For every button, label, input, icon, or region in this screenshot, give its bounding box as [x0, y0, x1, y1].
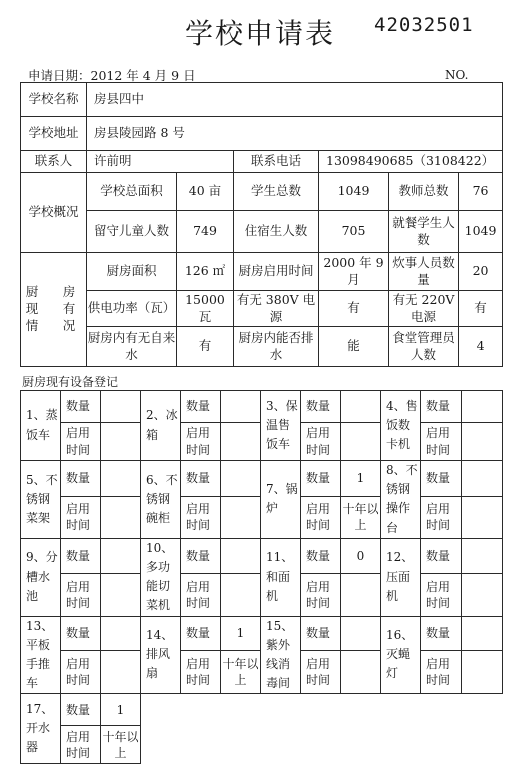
equipment-qty-value[interactable]	[101, 391, 141, 423]
equipment-qty-label: 数量	[61, 538, 101, 574]
equipment-qty-value[interactable]	[462, 616, 503, 651]
equipment-name: 3、保温售饭车	[261, 391, 301, 461]
equipment-qty-label: 数量	[61, 461, 101, 497]
tap-water-value[interactable]: 有	[177, 327, 234, 367]
equipment-time-value[interactable]	[462, 651, 503, 694]
equipment-qty-value[interactable]	[462, 461, 503, 497]
equipment-qty-value[interactable]: 0	[341, 538, 381, 574]
equipment-qty-label: 数量	[61, 616, 101, 651]
equipment-time-value[interactable]	[341, 574, 381, 616]
power-value[interactable]: 15000 瓦	[177, 291, 234, 327]
school-address-label: 学校地址	[21, 117, 87, 151]
drainage-value[interactable]: 能	[319, 327, 389, 367]
equipment-time-label: 启用时间	[301, 496, 341, 538]
equipment-time-value[interactable]: 十年以上	[101, 726, 141, 764]
equipment-qty-label: 数量	[61, 694, 101, 726]
overview-row-2	[21, 211, 503, 253]
equipment-name: 10、多功能切菜机	[141, 538, 181, 616]
equipment-qty-value[interactable]	[101, 461, 141, 497]
equipment-table	[20, 390, 503, 764]
equipment-qty-value[interactable]	[101, 616, 141, 651]
equipment-time-value[interactable]	[341, 651, 381, 694]
kitchen-label-line-2: 现 有	[25, 301, 82, 317]
equipment-time-label: 启用时间	[61, 574, 101, 616]
school-name-value[interactable]: 房县四中	[87, 83, 503, 117]
equipment-name: 5、不锈钢菜架	[21, 461, 61, 539]
equipment-name: 1、蒸饭车	[21, 391, 61, 461]
kitchen-opened-value[interactable]: 2000 年 9 月	[319, 253, 389, 291]
kitchen-row-3	[21, 327, 503, 367]
equipment-row	[21, 694, 503, 726]
canteen-manager-label: 食堂管理员人数	[389, 327, 459, 367]
equipment-time-label: 启用时间	[301, 574, 341, 616]
equipment-time-value[interactable]	[462, 496, 503, 538]
equipment-time-label: 启用时间	[61, 651, 101, 694]
equipment-qty-label: 数量	[301, 391, 341, 423]
equipment-qty-label: 数量	[421, 616, 462, 651]
canteen-manager-value[interactable]: 4	[459, 327, 503, 367]
equipment-time-value[interactable]	[101, 496, 141, 538]
equipment-name: 6、不锈钢碗柜	[141, 461, 181, 539]
school-info-table	[20, 82, 503, 367]
equipment-qty-label: 数量	[301, 538, 341, 574]
kitchen-row-2	[21, 291, 503, 327]
equipment-row	[21, 461, 503, 497]
equipment-time-label: 启用时间	[181, 651, 221, 694]
contact-value[interactable]: 许前明	[87, 151, 234, 173]
equipment-qty-label: 数量	[181, 616, 221, 651]
equipment-time-value[interactable]: 十年以上	[341, 496, 381, 538]
equipment-time-value[interactable]	[341, 423, 381, 461]
teacher-total-value[interactable]: 76	[459, 173, 503, 211]
power-380v-value[interactable]: 有	[319, 291, 389, 327]
student-total-value[interactable]: 1049	[319, 173, 389, 211]
kitchen-area-value[interactable]: 126 ㎡	[177, 253, 234, 291]
equipment-qty-value[interactable]	[462, 391, 503, 423]
equipment-qty-label: 数量	[421, 461, 462, 497]
equipment-qty-label: 数量	[421, 391, 462, 423]
school-name-row	[21, 83, 503, 117]
equipment-qty-value[interactable]	[221, 538, 261, 574]
school-address-value[interactable]: 房县陵园路 8 号	[87, 117, 503, 151]
equipment-name: 7、锅炉	[261, 461, 301, 539]
contact-row	[21, 151, 503, 173]
equipment-qty-value[interactable]	[221, 461, 261, 497]
equipment-time-label: 启用时间	[181, 574, 221, 616]
equipment-name: 16、灭蝇灯	[381, 616, 421, 694]
boarding-label: 住宿生人数	[234, 211, 319, 253]
equipment-name: 15、紫外线消毒间	[261, 616, 301, 694]
equipment-row	[21, 538, 503, 574]
dining-label: 就餐学生人数	[389, 211, 459, 253]
equipment-qty-label: 数量	[181, 461, 221, 497]
contact-label: 联系人	[21, 151, 87, 173]
cook-staff-label: 炊事人员数量	[389, 253, 459, 291]
number-label: NO.	[445, 68, 469, 82]
school-name-label: 学校名称	[21, 83, 87, 117]
equipment-row	[21, 391, 503, 423]
equipment-time-label: 启用时间	[421, 423, 462, 461]
equipment-time-value[interactable]	[462, 423, 503, 461]
equipment-qty-value[interactable]	[221, 391, 261, 423]
equipment-row	[21, 616, 503, 651]
equipment-time-label: 启用时间	[181, 423, 221, 461]
equipment-name: 17、开水器	[21, 694, 61, 764]
equipment-time-label: 启用时间	[421, 651, 462, 694]
equipment-time-label: 启用时间	[421, 496, 462, 538]
school-area-label: 学校总面积	[87, 173, 177, 211]
drainage-label: 厨房内能否排水	[234, 327, 319, 367]
kitchen-label-line-1: 厨 房	[25, 284, 82, 300]
power-label: 供电功率（瓦）	[87, 291, 177, 327]
equipment-qty-label: 数量	[301, 616, 341, 651]
equipment-name: 2、冰箱	[141, 391, 181, 461]
equipment-qty-label: 数量	[181, 538, 221, 574]
kitchen-label-line-3: 情 况	[25, 317, 82, 333]
equipment-time-label: 启用时间	[301, 423, 341, 461]
document-number: 42032501	[374, 14, 474, 36]
equipment-time-value[interactable]	[101, 574, 141, 616]
power-380v-label: 有无 380V 电源	[234, 291, 319, 327]
kitchen-area-label: 厨房面积	[87, 253, 177, 291]
equipment-qty-value[interactable]: 1	[101, 694, 141, 726]
left-behind-label: 留守儿童人数	[87, 211, 177, 253]
tap-water-label: 厨房内有无自来水	[87, 327, 177, 367]
student-total-label: 学生总数	[234, 173, 319, 211]
equipment-time-value[interactable]	[462, 574, 503, 616]
equipment-name: 9、分槽水池	[21, 538, 61, 616]
equipment-qty-value[interactable]: 1	[221, 616, 261, 651]
boarding-value[interactable]: 705	[319, 211, 389, 253]
equipment-time-value[interactable]	[221, 423, 261, 461]
equipment-time-label: 启用时间	[61, 496, 101, 538]
left-behind-value[interactable]: 749	[177, 211, 234, 253]
equipment-name: 14、排风扇	[141, 616, 181, 694]
equipment-time-label: 启用时间	[181, 496, 221, 538]
equipment-qty-value[interactable]: 1	[341, 461, 381, 497]
power-220v-label: 有无 220V 电源	[389, 291, 459, 327]
equipment-qty-value[interactable]	[462, 538, 503, 574]
kitchen-row-1	[21, 253, 503, 291]
empty-cell	[141, 694, 503, 764]
kitchen-label	[21, 253, 87, 367]
school-address-row	[21, 117, 503, 151]
equipment-qty-label: 数量	[61, 391, 101, 423]
equipment-name: 11、和面机	[261, 538, 301, 616]
teacher-total-label: 教师总数	[389, 173, 459, 211]
cook-staff-value[interactable]: 20	[459, 253, 503, 291]
equipment-time-value[interactable]	[101, 651, 141, 694]
equipment-name: 8、不锈钢操作台	[381, 461, 421, 539]
equipment-name: 12、压面机	[381, 538, 421, 616]
equipment-section-title: 厨房现有设备登记	[22, 375, 119, 389]
form-title: 学校申请表	[184, 17, 335, 50]
equipment-time-value[interactable]: 十年以上	[221, 651, 261, 694]
equipment-name: 4、售饭数卡机	[381, 391, 421, 461]
equipment-time-label: 启用时间	[61, 726, 101, 764]
equipment-name: 13、平板手推车	[21, 616, 61, 694]
school-area-value[interactable]: 40 亩	[177, 173, 234, 211]
power-220v-value[interactable]: 有	[459, 291, 503, 327]
equipment-time-label: 启用时间	[61, 423, 101, 461]
equipment-time-value[interactable]	[101, 423, 141, 461]
phone-value[interactable]: 13098490685（3108422）	[319, 151, 503, 173]
overview-row-1	[21, 173, 503, 211]
kitchen-opened-label: 厨房启用时间	[234, 253, 319, 291]
equipment-qty-value[interactable]	[341, 391, 381, 423]
equipment-qty-value[interactable]	[101, 538, 141, 574]
equipment-qty-label: 数量	[421, 538, 462, 574]
equipment-qty-label: 数量	[301, 461, 341, 497]
equipment-time-value[interactable]	[221, 574, 261, 616]
overview-label: 学校概况	[21, 173, 87, 253]
equipment-time-value[interactable]	[221, 496, 261, 538]
application-date: 申请日期：2012 年 4 月 9 日	[28, 68, 196, 83]
equipment-qty-label: 数量	[181, 391, 221, 423]
phone-label: 联系电话	[234, 151, 319, 173]
dining-value[interactable]: 1049	[459, 211, 503, 253]
equipment-time-label: 启用时间	[301, 651, 341, 694]
equipment-time-label: 启用时间	[421, 574, 462, 616]
equipment-qty-value[interactable]	[341, 616, 381, 651]
